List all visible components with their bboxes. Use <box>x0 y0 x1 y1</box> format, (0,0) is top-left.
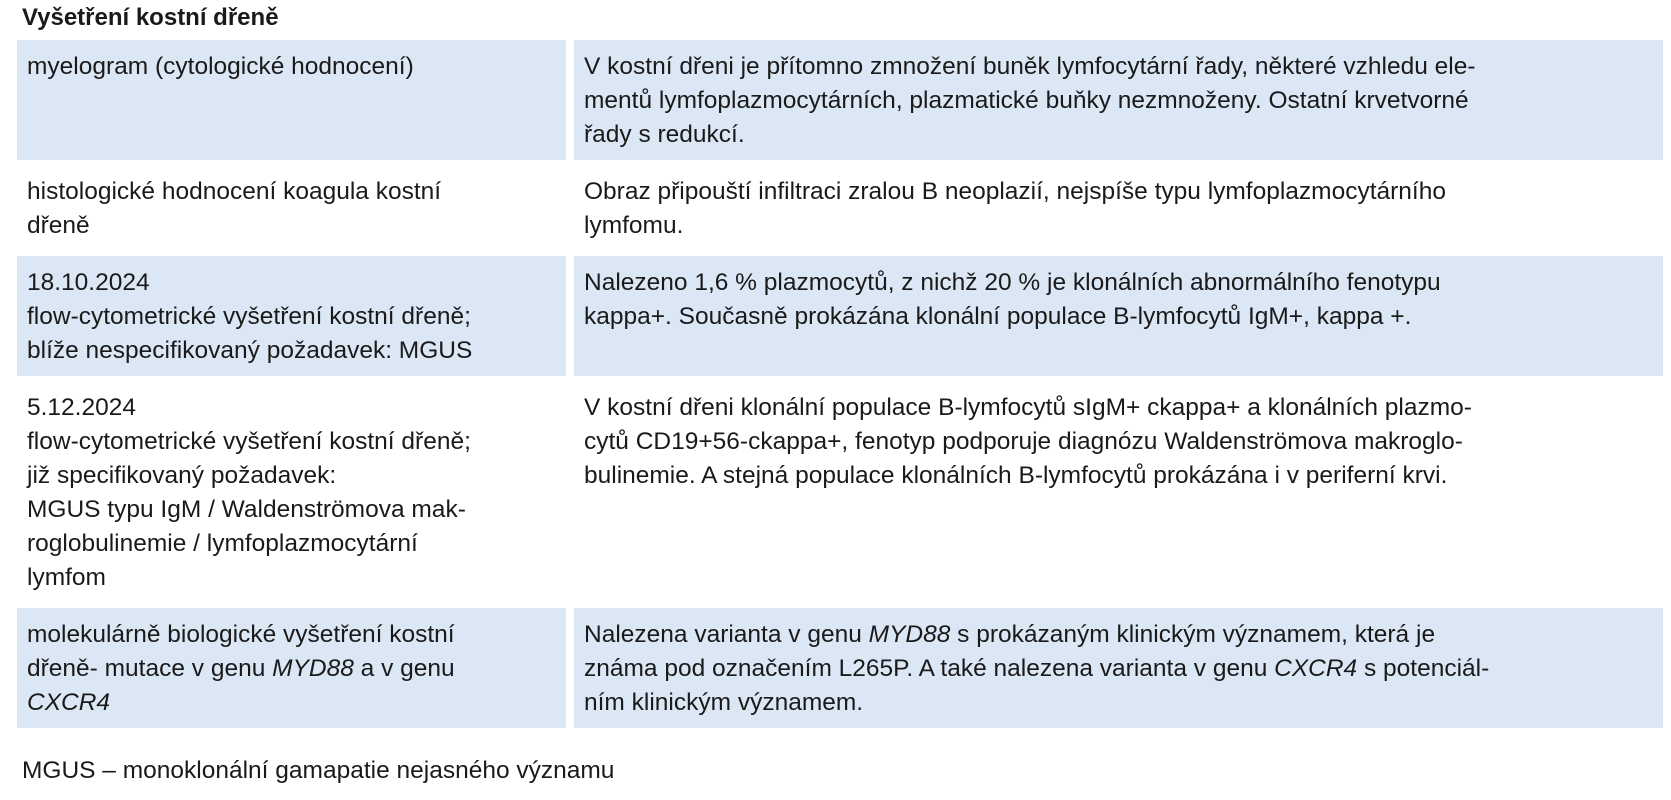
gene-name: CXCR4 <box>27 689 111 716</box>
text-segment: ním klinickým významem. <box>584 689 864 716</box>
cell-line <box>27 334 556 368</box>
gene-name: CXCR4 <box>1274 655 1358 682</box>
cell-line <box>27 391 556 425</box>
cell-line <box>584 618 1653 652</box>
table-row <box>17 608 1663 728</box>
exam-result-cell <box>574 256 1663 376</box>
table-row <box>17 256 1663 376</box>
text-segment: MGUS typu IgM / Waldenströmova mak- <box>27 496 466 523</box>
cell-line <box>27 300 556 334</box>
cell-line <box>27 561 556 595</box>
text-segment: a v genu <box>353 655 455 682</box>
text-segment: kappa+. Současně prokázána klonální populace B-lymfocytů IgM+, kappa +. <box>584 303 1412 330</box>
cell-line <box>27 266 556 300</box>
cell-line <box>27 686 556 720</box>
text-segment: lymfom <box>27 564 106 591</box>
cell-line <box>27 493 556 527</box>
table-title: Vyšetření kostní dřeně <box>22 4 279 31</box>
cell-line <box>27 652 556 686</box>
text-segment: s prokázaným klinickým významem, která je <box>950 621 1436 648</box>
cell-line <box>584 118 1653 152</box>
table-row <box>17 40 1663 160</box>
cell-line <box>27 175 556 209</box>
text-segment: flow-cytometrické vyšetření kostní dřeně; <box>27 428 471 455</box>
cell-line <box>27 50 556 84</box>
text-segment: roglobulinemie / lymfoplazmocytární <box>27 530 418 557</box>
table-row <box>17 381 1663 603</box>
text-segment: cytů CD19+56-ckappa+, fenotyp podporuje diagnózu Waldenströmova makroglo- <box>584 428 1463 455</box>
text-segment: již specifikovaný požadavek: <box>27 462 337 489</box>
text-segment: 18.10.2024 <box>27 269 150 296</box>
exam-name-cell <box>17 256 566 376</box>
text-segment: histologické hodnocení koagula kostní <box>27 178 442 205</box>
text-segment: dřeně- mutace v genu <box>27 655 273 682</box>
text-segment: myelogram (cytologické hodnocení) <box>27 53 414 80</box>
exam-result-cell <box>574 381 1663 603</box>
cell-line <box>27 425 556 459</box>
text-segment: molekulárně biologické vyšetření kostní <box>27 621 455 648</box>
cell-line <box>27 459 556 493</box>
exam-result-cell <box>574 608 1663 728</box>
text-segment: Obraz připouští infiltraci zralou B neoplazií, nejspíše typu lymfoplazmocytárního <box>584 178 1446 205</box>
text-segment: lymfomu. <box>584 212 684 239</box>
cell-line <box>584 50 1653 84</box>
text-segment: V kostní dřeni klonální populace B-lymfocytů sIgM+ ckappa+ a klonálních plazmo- <box>584 394 1472 421</box>
text-segment: mentů lymfoplazmocytárních, plazmatické buňky nezmnoženy. Ostatní krvetvorné <box>584 87 1469 114</box>
text-segment: s potenciál- <box>1357 655 1490 682</box>
text-segment: řady s redukcí. <box>584 121 745 148</box>
exam-name-cell <box>17 40 566 160</box>
text-segment: V kostní dřeni je přítomno zmnožení buněk lymfocytární řady, některé vzhledu ele- <box>584 53 1476 80</box>
gene-name: MYD88 <box>272 655 354 682</box>
exam-result-cell <box>574 165 1663 251</box>
text-segment: Nalezeno 1,6 % plazmocytů, z nichž 20 % je klonálních abnormálního fenotypu <box>584 269 1441 296</box>
cell-line <box>27 527 556 561</box>
cell-line <box>584 652 1653 686</box>
cell-line <box>584 686 1653 720</box>
exam-name-cell <box>17 381 566 603</box>
text-segment: známa pod označením L265P. A také nalezena varianta v genu <box>584 655 1275 682</box>
exam-name-cell <box>17 165 566 251</box>
text-segment: 5.12.2024 <box>27 394 136 421</box>
cell-line <box>584 175 1653 209</box>
text-segment: blíže nespecifikovaný požadavek: MGUS <box>27 337 473 364</box>
text-segment: Nalezena varianta v genu <box>584 621 869 648</box>
exam-table <box>17 40 1663 733</box>
text-segment: dřeně <box>27 212 90 239</box>
table-footnote: MGUS – monoklonální gamapatie nejasného významu <box>22 757 615 784</box>
cell-line <box>584 425 1653 459</box>
cell-line <box>584 300 1653 334</box>
cell-line <box>584 266 1653 300</box>
cell-line <box>584 84 1653 118</box>
exam-result-cell <box>574 40 1663 160</box>
gene-name: MYD88 <box>868 621 951 648</box>
table-row <box>17 165 1663 251</box>
cell-line <box>584 391 1653 425</box>
cell-line <box>27 618 556 652</box>
cell-line <box>27 209 556 243</box>
exam-name-cell <box>17 608 566 728</box>
text-segment: flow-cytometrické vyšetření kostní dřeně; <box>27 303 471 330</box>
cell-line <box>584 209 1653 243</box>
text-segment: bulinemie. A stejná populace klonálních B-lymfocytů prokázána i v periferní krvi. <box>584 462 1448 489</box>
cell-line <box>584 459 1653 493</box>
